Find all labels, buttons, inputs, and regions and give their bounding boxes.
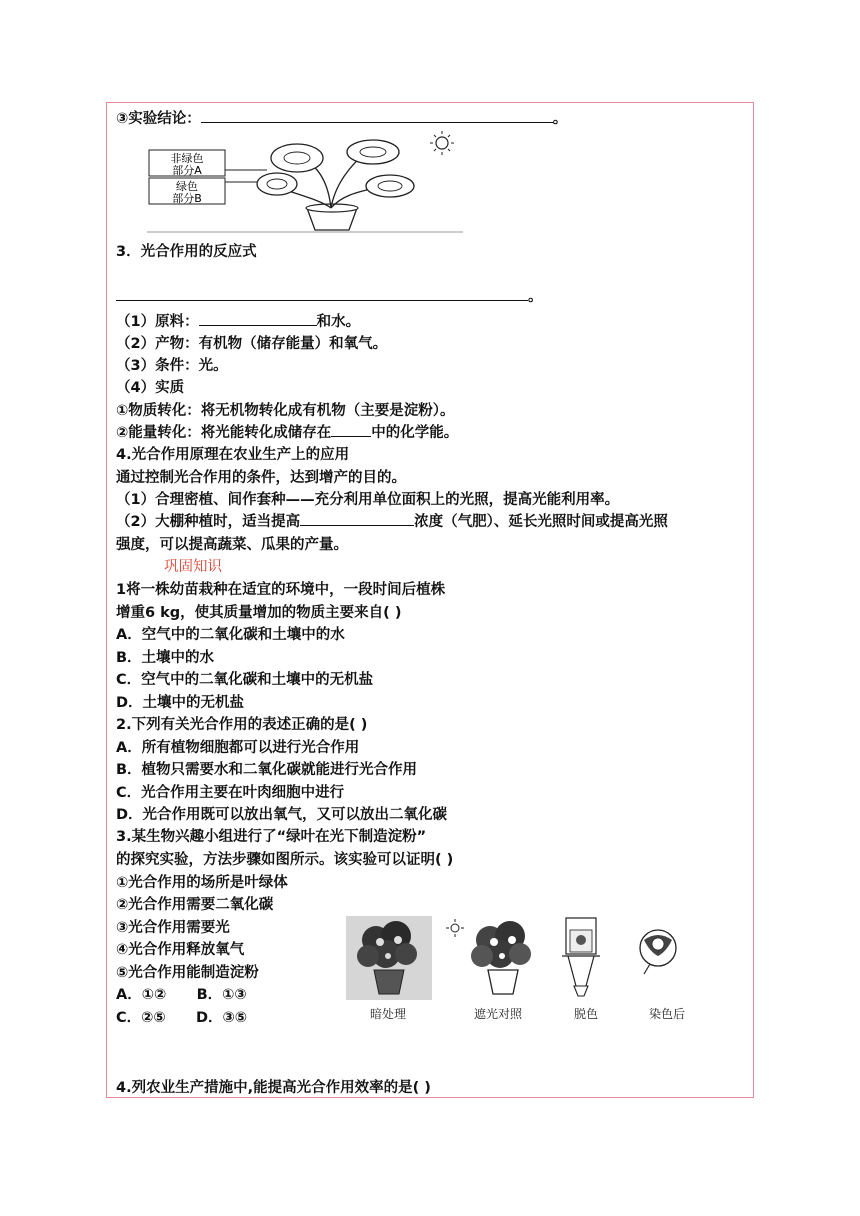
equation-blank[interactable] bbox=[116, 288, 528, 301]
q3-item-5: ⑤光合作用能制造淀粉 bbox=[116, 965, 259, 981]
consolidation-heading: 巩固知识 bbox=[164, 559, 222, 575]
section-4-intro: 通过控制光合作用的条件，达到增产的目的。 bbox=[116, 470, 406, 486]
raw-material-line bbox=[116, 313, 360, 331]
section-4-p2-line2: 强度，可以提高蔬菜、瓜果的产量。 bbox=[116, 537, 348, 553]
q3-item-3: ③光合作用需要光 bbox=[116, 920, 230, 936]
p2-label: （2）大棚种植时，适当提高 bbox=[116, 514, 301, 530]
conclusion-label: ③实验结论： bbox=[116, 111, 201, 127]
leaf-4 bbox=[257, 173, 297, 195]
conclusion-period: 。 bbox=[552, 111, 568, 127]
q2-option-a[interactable]: A．所有植物细胞都可以进行光合作用 bbox=[116, 740, 360, 756]
product-line: （2）产物：有机物（储存能量）和氧气。 bbox=[116, 336, 388, 352]
energy-blank[interactable] bbox=[331, 424, 371, 437]
label-a-line2: 部分A bbox=[172, 164, 202, 177]
q1-stem-2: 增重6 kg，使其质量增加的物质主要来自( ) bbox=[116, 605, 402, 621]
conclusion-line bbox=[116, 110, 567, 128]
condition-line: （3）条件：光。 bbox=[116, 358, 228, 374]
dark-treatment-step bbox=[346, 916, 432, 1000]
label-b-line2: 部分B bbox=[172, 192, 202, 205]
energy-suffix: 中的化学能。 bbox=[371, 425, 459, 441]
section-3-title: 3．光合作用的反应式 bbox=[116, 244, 257, 260]
essence-line: （4）实质 bbox=[116, 380, 185, 396]
q1-stem-1: 1将一株幼苗栽种在适宜的环境中，一段时间后植株 bbox=[116, 582, 446, 598]
q3-options-cd[interactable]: C．②⑤ D．③⑤ bbox=[116, 1010, 248, 1026]
energy-line bbox=[116, 424, 458, 442]
leaf-3 bbox=[366, 175, 414, 197]
q2-option-b[interactable]: B．植物只需要水和二氧化碳就能进行光合作用 bbox=[116, 762, 418, 778]
q2-option-c[interactable]: C．光合作用主要在叶肉细胞中进行 bbox=[116, 785, 345, 801]
label-b-line1: 绿色 bbox=[176, 180, 198, 193]
q3-stem-2: 的探究实验，方法步骤如图所示。该实验可以证明( ) bbox=[116, 852, 454, 868]
leaf-1 bbox=[271, 144, 323, 172]
sun-icon bbox=[430, 131, 454, 155]
caption-stained: 染色后 bbox=[649, 1007, 686, 1021]
q4-stem: 4.列农业生产措施中,能提高光合作用效率的是( ) bbox=[116, 1080, 431, 1096]
raw-label: （1）原料： bbox=[116, 314, 199, 330]
leaf-2 bbox=[347, 140, 399, 164]
matter-line: ①物质转化：将无机物转化成有机物（主要是淀粉）。 bbox=[116, 403, 455, 419]
q3-stem-1: 3.某生物兴趣小组进行了“绿叶在光下制造淀粉” bbox=[116, 829, 427, 845]
raw-blank[interactable] bbox=[199, 313, 317, 326]
decolorize-step bbox=[562, 918, 600, 996]
conclusion-blank[interactable] bbox=[201, 110, 553, 123]
sun-icon bbox=[446, 919, 464, 937]
q2-option-d[interactable]: D．光合作用既可以放出氧气，又可以放出二氧化碳 bbox=[116, 807, 448, 823]
q3-item-2: ②光合作用需要二氧化碳 bbox=[116, 897, 274, 913]
stained-leaf-step bbox=[640, 930, 676, 974]
caption-dark-treatment: 暗处理 bbox=[370, 1007, 407, 1021]
section-4-p1: （1）合理密植、间作套种——充分利用单位面积上的光照，提高光能利用率。 bbox=[116, 492, 620, 508]
q2-stem: 2.下列有关光合作用的表述正确的是( ) bbox=[116, 717, 368, 733]
equation-period: 。 bbox=[528, 289, 543, 305]
equation-line bbox=[116, 288, 543, 306]
energy-label: ②能量转化：将光能转化成储存在 bbox=[116, 425, 332, 441]
caption-shading-control: 遮光对照 bbox=[474, 1007, 523, 1021]
q1-option-c[interactable]: C．空气中的二氧化碳和土壤中的无机盐 bbox=[116, 672, 374, 688]
q3-options-ab[interactable]: A．①② B．①③ bbox=[116, 987, 247, 1003]
label-a-line1: 非绿色 bbox=[170, 152, 204, 165]
p2-blank[interactable] bbox=[300, 513, 414, 526]
caption-decolorize: 脱色 bbox=[574, 1007, 599, 1021]
q1-option-d[interactable]: D．土壤中的无机盐 bbox=[116, 695, 245, 711]
q3-item-1: ①光合作用的场所是叶绿体 bbox=[116, 875, 288, 891]
q3-item-4: ④光合作用释放氧气 bbox=[116, 942, 245, 958]
experiment-steps-figure bbox=[340, 912, 700, 1004]
variegated-plant-figure bbox=[145, 130, 470, 236]
q1-option-b[interactable]: B．土壤中的水 bbox=[116, 650, 215, 666]
section-4-p2 bbox=[116, 513, 668, 531]
q1-option-a[interactable]: A．空气中的二氧化碳和土壤中的水 bbox=[116, 627, 345, 643]
shading-control-step bbox=[471, 921, 531, 994]
raw-suffix: 和水。 bbox=[316, 314, 361, 330]
section-4-title: 4.光合作用原理在农业生产上的应用 bbox=[116, 447, 350, 463]
p2-suffix: 浓度（气肥）、延长光照时间或提高光照 bbox=[414, 514, 668, 530]
